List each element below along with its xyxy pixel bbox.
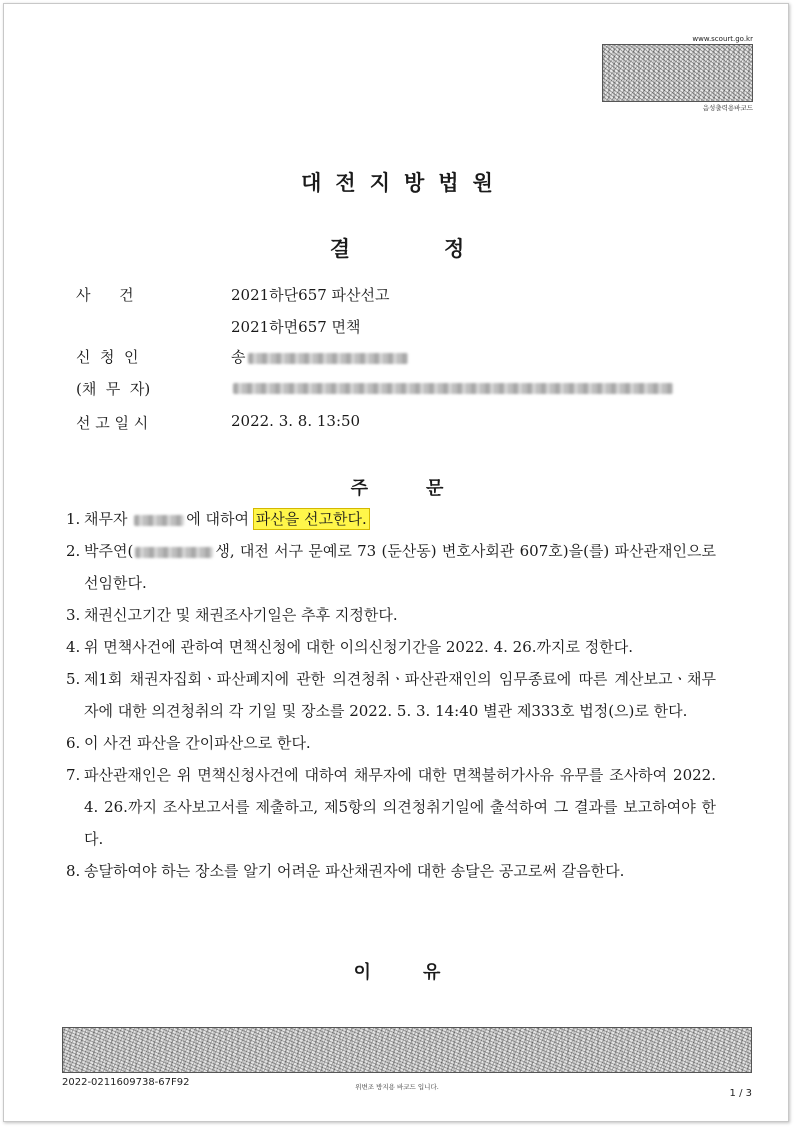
order-item-3: 3. 채권신고기간 및 채권조사기일은 추후 지정한다. (66, 606, 398, 624)
case-number-2: 2021하면657 면책 (231, 318, 361, 336)
order-item-1: 1. 채무자 에 대하여 파산을 선고한다. (66, 510, 367, 528)
debtor-label: (채 무 자) (76, 380, 151, 398)
redacted-name (248, 353, 408, 364)
declaration-datetime: 2022. 3. 8. 13:50 (231, 412, 361, 430)
reason-heading: 이 유 (353, 962, 441, 983)
applicant-label: 신 청 인 (76, 348, 139, 366)
court-name: 대전지방법원 (301, 171, 507, 195)
barcode-block (602, 35, 753, 110)
barcode-note: 위변조 방지용 바코드 입니다. (355, 1083, 439, 1091)
declaration-label: 선 고 일 시 (76, 414, 149, 432)
case-number-1: 2021하단657 파산선고 (231, 286, 390, 304)
court-url: www.scourt.go.kr (692, 35, 753, 43)
order-item-4: 4. 위 면책사건에 관하여 면책신청에 대한 이의신청기간을 2022. 4. 26.까지로 정한다. (66, 638, 634, 656)
barcode-caption: 음성출력용바코드 (702, 104, 753, 112)
redacted-debtor (134, 515, 184, 526)
order-item-8: 8. 송달하여야 하는 장소를 알기 어려운 파산채권자에 대한 송달은 공고로써 갈음한다. (66, 862, 625, 880)
document-id: 2022-0211609738-67F92 (62, 1077, 190, 1088)
anti-forgery-barcode (62, 1027, 752, 1073)
order-item-5: 5. 제1회 채권자집회ㆍ파산폐지에 관한 의견청취ㆍ파산관재인의 임무종료에 따른 계산보고ㆍ채무자에 대한 의견청취의 각 기일 및 장소를 2022. 5. 3. 14:40 별관 제333호 법정(으)로 한다. (66, 670, 716, 720)
page-number: 1 / 3 (729, 1088, 752, 1099)
document-title: 결정 (329, 237, 559, 261)
bankruptcy-declaration-highlight: 파산을 선고한다. (255, 510, 367, 528)
order-item-6: 6. 이 사건 파산을 간이파산으로 한다. (66, 734, 311, 752)
order-list (66, 503, 716, 887)
order-heading: 주 문 (350, 478, 444, 499)
order-item-7: 7. 파산관재인은 위 면책신청사건에 대하여 채무자에 대한 면책불허가사유 유무를 조사하여 2022. 4. 26.까지 조사보고서를 제출하고, 제5항의 의견청취기일에 출석하여 그 결과를 보고하여야 한다. (66, 766, 716, 848)
voice-output-barcode (602, 44, 753, 102)
order-item-2: 2. 박주연( 생, 대전 서구 문예로 73 (둔산동) 변호사회관 607호)을(를) 파산관재인으로 선임한다. (66, 542, 716, 592)
applicant-name: 송 (231, 346, 410, 367)
case-label: 사 건 (76, 286, 134, 304)
redacted-address (233, 383, 673, 394)
redacted-birthdate (135, 547, 213, 558)
applicant-address (231, 378, 675, 396)
